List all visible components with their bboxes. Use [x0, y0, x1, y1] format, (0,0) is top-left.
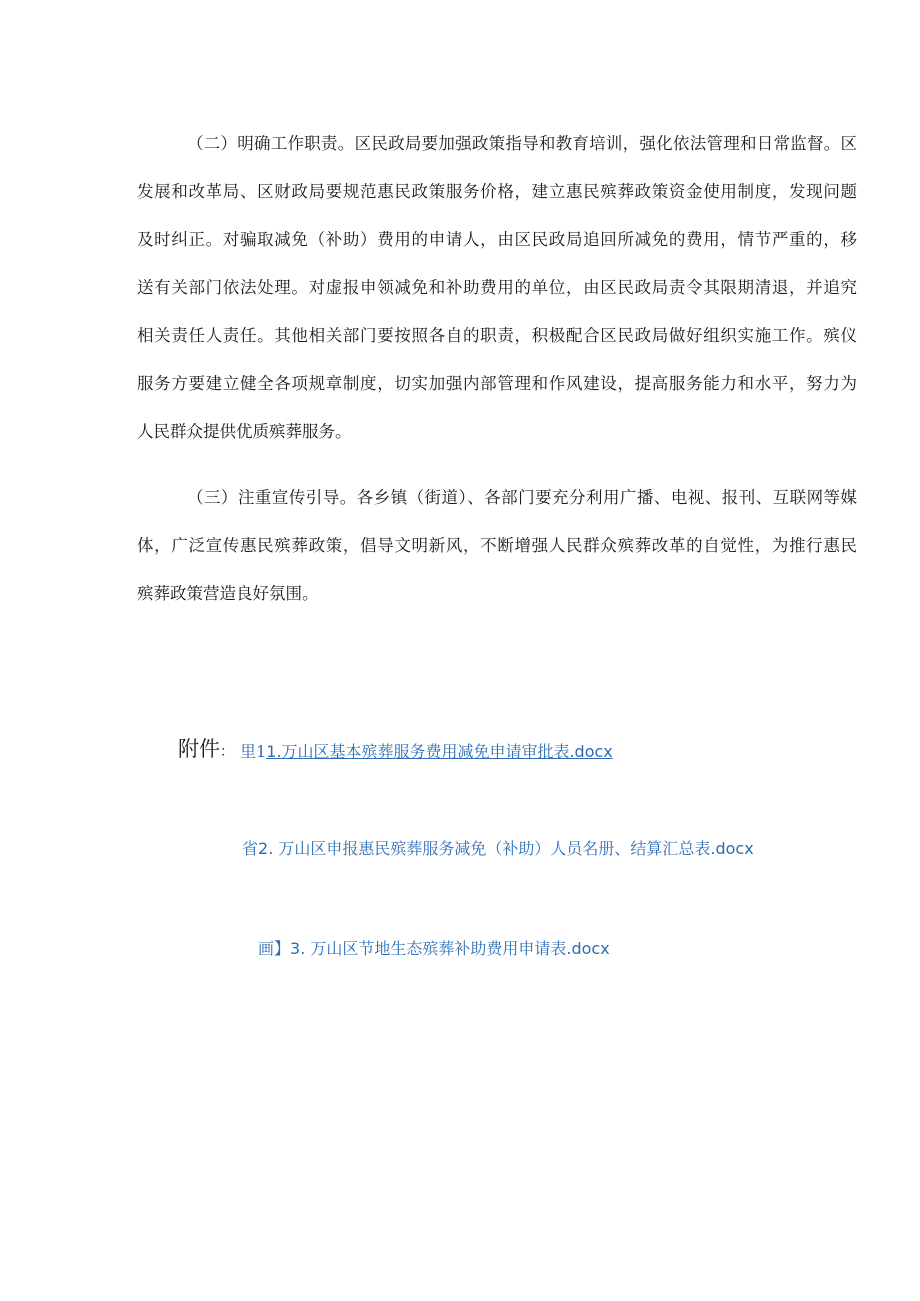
attachment-link-2[interactable]: 2. 万山区申报惠民殡葬服务减免（补助）人员名册、结算汇总表.docx	[258, 839, 754, 858]
text-line: （三）注重宣传引导。各乡镇（街道）、各部门要充分利用广播、电视、报刊、互联网等媒	[187, 488, 857, 507]
file-icon: 省	[242, 839, 259, 858]
attachment-item-1[interactable]	[240, 740, 613, 764]
attachment-item-3[interactable]	[258, 937, 610, 961]
paragraph-work-responsibilities	[137, 120, 857, 456]
text-line: 发展和改革局、区财政局要规范惠民政策服务价格，建立惠民殡葬政策资金使用制度，发现问题	[137, 182, 857, 201]
text-line: 体，广泛宣传惠民殡葬政策，倡导文明新风，不断增强人民群众殡葬改革的自觉性，为推行惠民	[137, 536, 857, 555]
attachments-label: 附件	[178, 737, 220, 761]
attachments-heading	[178, 734, 234, 767]
file-icon: 画】	[258, 939, 291, 958]
text-line: 人民群众提供优质殡葬服务。	[137, 422, 352, 441]
text-line: 殡葬政策营造良好氛围。	[137, 584, 319, 603]
attachment-item-2[interactable]	[242, 837, 754, 861]
text-line: 送有关部门依法处理。对虚报申领减免和补助费用的单位，由区民政局责令其限期清退，并追究	[137, 278, 857, 297]
attachments-colon: ：	[220, 744, 234, 760]
text-line: 相关责任人责任。其他相关部门要按照各自的职责，积极配合区民政局做好组织实施工作。殡仪	[137, 326, 857, 345]
attachment-link-3[interactable]: 3. 万山区节地生态殡葬补助费用申请表.docx	[290, 939, 610, 958]
text-line: 服务方要建立健全各项规章制度，切实加强内部管理和作风建设，提高服务能力和水平，努力为	[137, 374, 857, 393]
text-line: 及时纠正。对骗取减免（补助）费用的申请人，由区民政局追回所减免的费用，情节严重的，移	[137, 230, 857, 249]
paragraph-publicity-guidance	[137, 474, 857, 618]
text-line: （二）明确工作职责。区民政局要加强政策指导和教育培训，强化依法管理和日常监督。区	[187, 134, 857, 153]
attachment-link-1[interactable]: 1.万山区基本殡葬服务费用减免申请审批表.docx	[266, 742, 613, 761]
file-icon: 里1	[240, 742, 267, 761]
